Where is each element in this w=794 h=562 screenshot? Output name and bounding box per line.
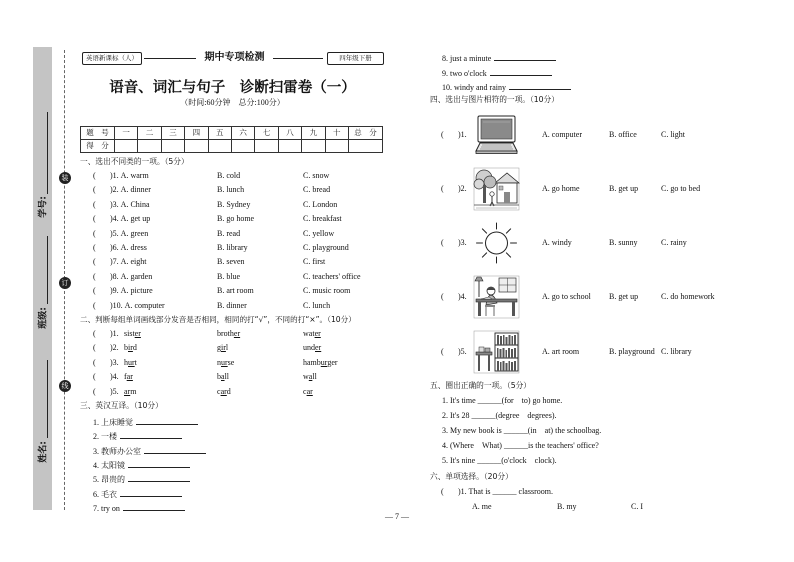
score-header-cell: 九 (302, 127, 325, 140)
score-header-cell: 十 (325, 127, 348, 140)
answer-paren-open: ( (441, 130, 444, 139)
option-c: C. teachers' office (303, 271, 361, 281)
word (124, 342, 137, 354)
answer-blank (123, 501, 185, 511)
s1-question (93, 170, 330, 182)
s5-question: 1. It's time ______(for to) go home. (442, 396, 563, 405)
s5-question: 4. (Where What) ______is the teachers' office? (442, 441, 599, 450)
answer-paren-close: ) (110, 171, 113, 180)
s2-question (93, 371, 317, 383)
option-b: B. office (609, 130, 637, 139)
answer-blank (509, 80, 571, 90)
word-part: und (303, 343, 315, 353)
question-number: 6. (112, 243, 119, 252)
answer-paren-open: ( (93, 329, 96, 338)
option-c: C. London (303, 199, 338, 209)
underlined-part: ir (221, 343, 226, 353)
underlined-part: er (233, 329, 241, 338)
score-table-header-row (81, 127, 383, 140)
s2-question (93, 342, 322, 354)
answer-paren-open: ( (93, 372, 96, 382)
section-2-heading: 二、判断每组单词画线部分发音是否相同，相同的打“√”，不同的打“×”。（10分） (80, 315, 356, 324)
word (303, 328, 321, 340)
option-b: B. dinner (217, 300, 247, 310)
question-number: 3. (460, 238, 467, 247)
score-header-cell: 一 (114, 127, 137, 140)
question-text: That is ______ classroom. (468, 487, 553, 496)
underlined-part: ar (306, 386, 313, 396)
score-header-cell: 六 (231, 127, 254, 140)
s5-question: 5. It's nine ______(o'clock clock). (442, 456, 557, 465)
s1-question (93, 242, 349, 254)
word (303, 371, 317, 383)
score-header-cell: 二 (138, 127, 161, 140)
s3-question (93, 472, 190, 484)
option-c: C. first (303, 257, 326, 267)
word-part: c (303, 386, 307, 396)
name-blank (47, 360, 48, 438)
s6-question (441, 486, 553, 498)
option-b: B. get up (609, 184, 639, 193)
s3-question (442, 66, 552, 78)
answer-paren-open: ( (93, 185, 96, 195)
underlined-part: ir (128, 343, 133, 353)
question-text: 3. 教师办公室 (93, 446, 141, 456)
option-a: A. green (120, 228, 149, 238)
score-table-score-row (81, 140, 383, 153)
section-1-heading: 一、选出不同类的一项。（5分） (80, 157, 189, 166)
laptop-picture (473, 113, 520, 157)
score-cell (138, 140, 161, 153)
word (124, 371, 133, 383)
word-part: c (217, 386, 221, 396)
answer-paren-close: ) (110, 386, 113, 396)
word-part: b (217, 372, 221, 382)
word-part: sist (124, 329, 135, 338)
option-a: A. dinner (120, 185, 151, 195)
question-number: 1. (112, 171, 119, 180)
answer-paren-open: ( (93, 271, 96, 281)
answer-paren-close: ) (110, 214, 113, 224)
word-part: se (227, 357, 235, 367)
s1-question (93, 199, 338, 211)
s3-question (442, 80, 571, 92)
answer-paren-open: ( (441, 292, 444, 301)
score-cell (208, 140, 231, 153)
answer-paren-close: ) (458, 347, 461, 356)
option-a: A. garden (120, 271, 153, 281)
score-cell (278, 140, 301, 153)
s3-question (93, 501, 185, 513)
option-c: C. lunch (303, 300, 331, 310)
word (217, 386, 231, 398)
word (303, 386, 313, 398)
question-number: 1. (112, 329, 119, 338)
question-number: 2. (460, 184, 467, 193)
option-a: A. China (120, 199, 150, 209)
time-and-score: （时间:60分钟 总分:100分） (180, 98, 285, 107)
answer-paren-open: ( (441, 487, 444, 496)
score-header-cell: 五 (208, 127, 231, 140)
option-b: B. art room (217, 286, 254, 296)
word-part: f (124, 372, 127, 382)
student-id-blank (47, 112, 48, 194)
option-b: B. library (217, 243, 248, 252)
answer-paren-open: ( (93, 228, 96, 238)
word-part: n (217, 357, 221, 367)
answer-paren-open: ( (93, 257, 96, 267)
answer-paren-close: ) (458, 292, 461, 301)
answer-paren-open: ( (93, 243, 96, 252)
answer-paren-open: ( (93, 171, 96, 180)
answer-blank (494, 51, 556, 61)
question-number: 7. (112, 257, 119, 267)
s3-question (93, 415, 198, 427)
underlined-part: er (315, 343, 322, 353)
underlined-part: ur (221, 357, 228, 367)
answer-blank (490, 66, 552, 76)
word (124, 328, 141, 340)
score-header-cell: 总 分 (349, 127, 383, 140)
option-a: A. go home (542, 184, 580, 193)
question-number: 1. (460, 130, 467, 139)
score-cell (302, 140, 325, 153)
s3-question (93, 458, 190, 470)
answer-paren-close: ) (110, 357, 113, 367)
grade-tag: 四年级下册 (327, 52, 384, 65)
s5-question: 3. My new book is ______(in at) the schoolbag. (442, 426, 602, 435)
question-text: 2. 一楼 (93, 432, 117, 442)
answer-blank (120, 429, 182, 439)
s4-question (441, 183, 701, 195)
word (303, 342, 321, 354)
class-label: 班级: (38, 307, 49, 329)
answer-paren-open: ( (441, 347, 444, 356)
question-text: 4. 太阳镜 (93, 460, 125, 470)
question-number: 2. (112, 185, 119, 195)
option-b: B. get up (609, 292, 639, 301)
answer-blank (136, 415, 198, 425)
underlined-part: ar (220, 386, 227, 396)
s2-question (93, 328, 321, 340)
answer-paren-open: ( (93, 343, 96, 353)
question-number: 10. (112, 300, 123, 310)
binding-mark: 装 (59, 172, 71, 184)
answer-paren-close: ) (110, 271, 113, 281)
underlined-part: ur (320, 357, 328, 367)
s1-question (93, 300, 331, 312)
word (217, 342, 228, 354)
section-3-heading: 三、英汉互译。（10分） (80, 401, 163, 410)
option-a: A. dress (120, 243, 147, 252)
question-number: 5. (112, 228, 119, 238)
option-c: C. I (631, 502, 643, 511)
option-b: B. blue (217, 271, 241, 281)
option-a: A. computer (542, 130, 582, 139)
underlined-part: ur (128, 357, 135, 367)
word (303, 357, 338, 369)
score-cell (185, 140, 208, 153)
option-c: C. light (661, 130, 686, 139)
word-part: l (225, 343, 229, 353)
option-b: B. my (557, 502, 577, 511)
answer-paren-close: ) (110, 243, 113, 252)
binding-mark: 订 (59, 277, 71, 289)
underlined-part: er (134, 329, 141, 338)
option-a: A. art room (542, 347, 580, 356)
option-c: C. snow (303, 171, 330, 180)
question-text: 7. try on (93, 503, 120, 513)
score-header-cell: 八 (278, 127, 301, 140)
score-cell (231, 140, 254, 153)
question-number: 5. (112, 386, 119, 396)
option-a: A. computer (124, 300, 165, 310)
question-text: 9. two o'clock (442, 69, 487, 78)
option-b: B. go home (217, 214, 255, 224)
underlined-part: a (308, 372, 313, 382)
student-id-label: 学号: (38, 196, 49, 218)
answer-blank (128, 458, 190, 468)
underlined-part: ar (124, 386, 131, 396)
s4-question (441, 129, 686, 141)
underlined-part: a (221, 372, 225, 382)
word-part: broth (217, 329, 234, 338)
option-c: C. rainy (661, 238, 687, 247)
library-bookshelf-picture (473, 330, 520, 374)
s3-question (93, 487, 182, 499)
page-title: 语音、词汇与句子 诊断扫雷卷（一） (109, 80, 356, 96)
option-c: C. playground (303, 243, 349, 252)
question-number: 9. (112, 286, 119, 296)
s4-question (441, 237, 687, 249)
score-cell (255, 140, 278, 153)
option-b: B. Sydney (217, 199, 251, 209)
page-number: — 7 — (385, 512, 409, 521)
answer-blank (144, 444, 206, 454)
word-part: b (124, 343, 128, 353)
underlined-part: ar (126, 372, 133, 382)
question-number: 4. (112, 372, 119, 382)
sun-picture (473, 221, 520, 265)
s2-question (93, 357, 338, 369)
option-c: C. library (661, 347, 692, 356)
option-a: A. get up (120, 214, 151, 224)
class-blank (47, 236, 48, 304)
option-b: B. seven (217, 257, 245, 267)
s1-question (93, 256, 326, 268)
option-c: C. yellow (303, 228, 335, 238)
score-cell (325, 140, 348, 153)
answer-blank (120, 487, 182, 497)
question-number: 5. (460, 347, 467, 356)
answer-paren-open: ( (441, 184, 444, 193)
option-c: C. go to bed (661, 184, 701, 193)
section-6-heading: 六、单项选择。（20分） (430, 472, 513, 481)
s5-question: 2. It's 28 ______(degree degrees). (442, 411, 557, 420)
score-header-cell: 题 号 (81, 127, 115, 140)
s1-question (93, 228, 335, 240)
word (217, 357, 234, 369)
score-cell (349, 140, 383, 153)
option-c: C. bread (303, 185, 331, 195)
name-label: 姓名: (38, 441, 49, 463)
answer-paren-open: ( (93, 300, 96, 310)
question-text: 10. windy and rainy (442, 83, 506, 92)
word-part: hamb (303, 357, 321, 367)
word (217, 371, 229, 383)
answer-paren-close: ) (458, 487, 461, 496)
exam-type: 期中专项检测 (204, 52, 265, 63)
question-text: 8. just a minute (442, 54, 492, 63)
answer-paren-close: ) (458, 238, 461, 247)
word (124, 357, 137, 369)
question-number: 2. (112, 343, 119, 353)
answer-paren-close: ) (110, 228, 113, 238)
question-number: 4. (112, 214, 119, 224)
s4-question (441, 346, 692, 358)
word-part: g (217, 343, 221, 353)
word (124, 386, 136, 398)
s4-question (441, 291, 715, 303)
section-5-heading: 五、圈出正确的一项。（5分） (430, 381, 531, 390)
question-number: 3. (112, 199, 119, 209)
s1-question (93, 184, 331, 196)
question-text: 6. 毛衣 (93, 489, 117, 499)
score-table (80, 126, 383, 153)
answer-blank (128, 472, 190, 482)
word-part: d (226, 386, 231, 396)
question-number: 4. (460, 292, 467, 301)
answer-paren-close: ) (110, 257, 113, 267)
word-part: ll (224, 372, 230, 382)
answer-paren-close: ) (110, 329, 113, 338)
option-a: A. warm (120, 171, 149, 180)
option-a: A. go to school (542, 292, 591, 301)
option-b: B. cold (217, 171, 241, 180)
word-part: d (132, 343, 137, 353)
answer-paren-open: ( (93, 386, 96, 396)
homework-desk-picture (473, 275, 520, 319)
option-a: A. eight (120, 257, 147, 267)
option-b: B. read (217, 228, 241, 238)
option-c: C. do homework (661, 292, 715, 301)
score-header-cell: 四 (185, 127, 208, 140)
word-part: w (303, 372, 309, 382)
s1-question (93, 213, 342, 225)
going-home-scene-picture (473, 167, 520, 211)
answer-paren-open: ( (93, 199, 96, 209)
word-part: t (134, 357, 137, 367)
s3-question (442, 51, 556, 63)
question-number: 1. (460, 487, 467, 496)
word-part: ger (327, 357, 338, 367)
option-b: B. sunny (609, 238, 638, 247)
option-a: A. me (472, 502, 492, 511)
question-text: 1. 上床睡觉 (93, 418, 133, 427)
word-part: m (130, 386, 137, 396)
question-number: 8. (112, 271, 119, 281)
answer-paren-close: ) (110, 372, 113, 382)
option-b: B. playground (609, 347, 655, 356)
word (217, 328, 240, 340)
s2-question (93, 386, 313, 398)
word-part: ll (312, 372, 317, 382)
word-part: wat (303, 329, 315, 338)
option-a: A. picture (120, 286, 153, 296)
score-row-label: 得 分 (81, 140, 115, 153)
answer-paren-close: ) (110, 286, 113, 296)
s1-question (93, 271, 361, 283)
answer-paren-open: ( (93, 286, 96, 296)
answer-paren-close: ) (458, 130, 461, 139)
answer-paren-open: ( (441, 238, 444, 247)
question-text: 5. 昂贵的 (93, 475, 125, 485)
word-part: h (124, 357, 128, 367)
s1-question (93, 285, 351, 297)
score-cell (161, 140, 184, 153)
header-rule (144, 58, 196, 59)
option-c: C. breakfast (303, 214, 342, 224)
question-number: 3. (112, 357, 119, 367)
answer-paren-close: ) (458, 184, 461, 193)
s3-question (93, 429, 182, 441)
score-cell (114, 140, 137, 153)
score-header-cell: 七 (255, 127, 278, 140)
answer-paren-close: ) (110, 185, 113, 195)
score-header-cell: 三 (161, 127, 184, 140)
s3-question (93, 444, 206, 456)
answer-paren-close: ) (110, 199, 113, 209)
option-b: B. lunch (217, 185, 245, 195)
answer-paren-open: ( (93, 214, 96, 224)
answer-paren-open: ( (93, 357, 96, 367)
answer-paren-close: ) (110, 343, 113, 353)
option-a: A. windy (542, 238, 572, 247)
section-4-heading: 四、选出与图片相符的一项。（10分） (430, 95, 559, 104)
header-rule (273, 58, 323, 59)
underlined-part: er (314, 329, 321, 338)
binding-mark: 线 (59, 380, 71, 392)
answer-paren-close: ) (110, 300, 113, 310)
textbook-tag: 英语新课标（人） (82, 52, 142, 65)
option-c: C. music room (303, 286, 351, 296)
